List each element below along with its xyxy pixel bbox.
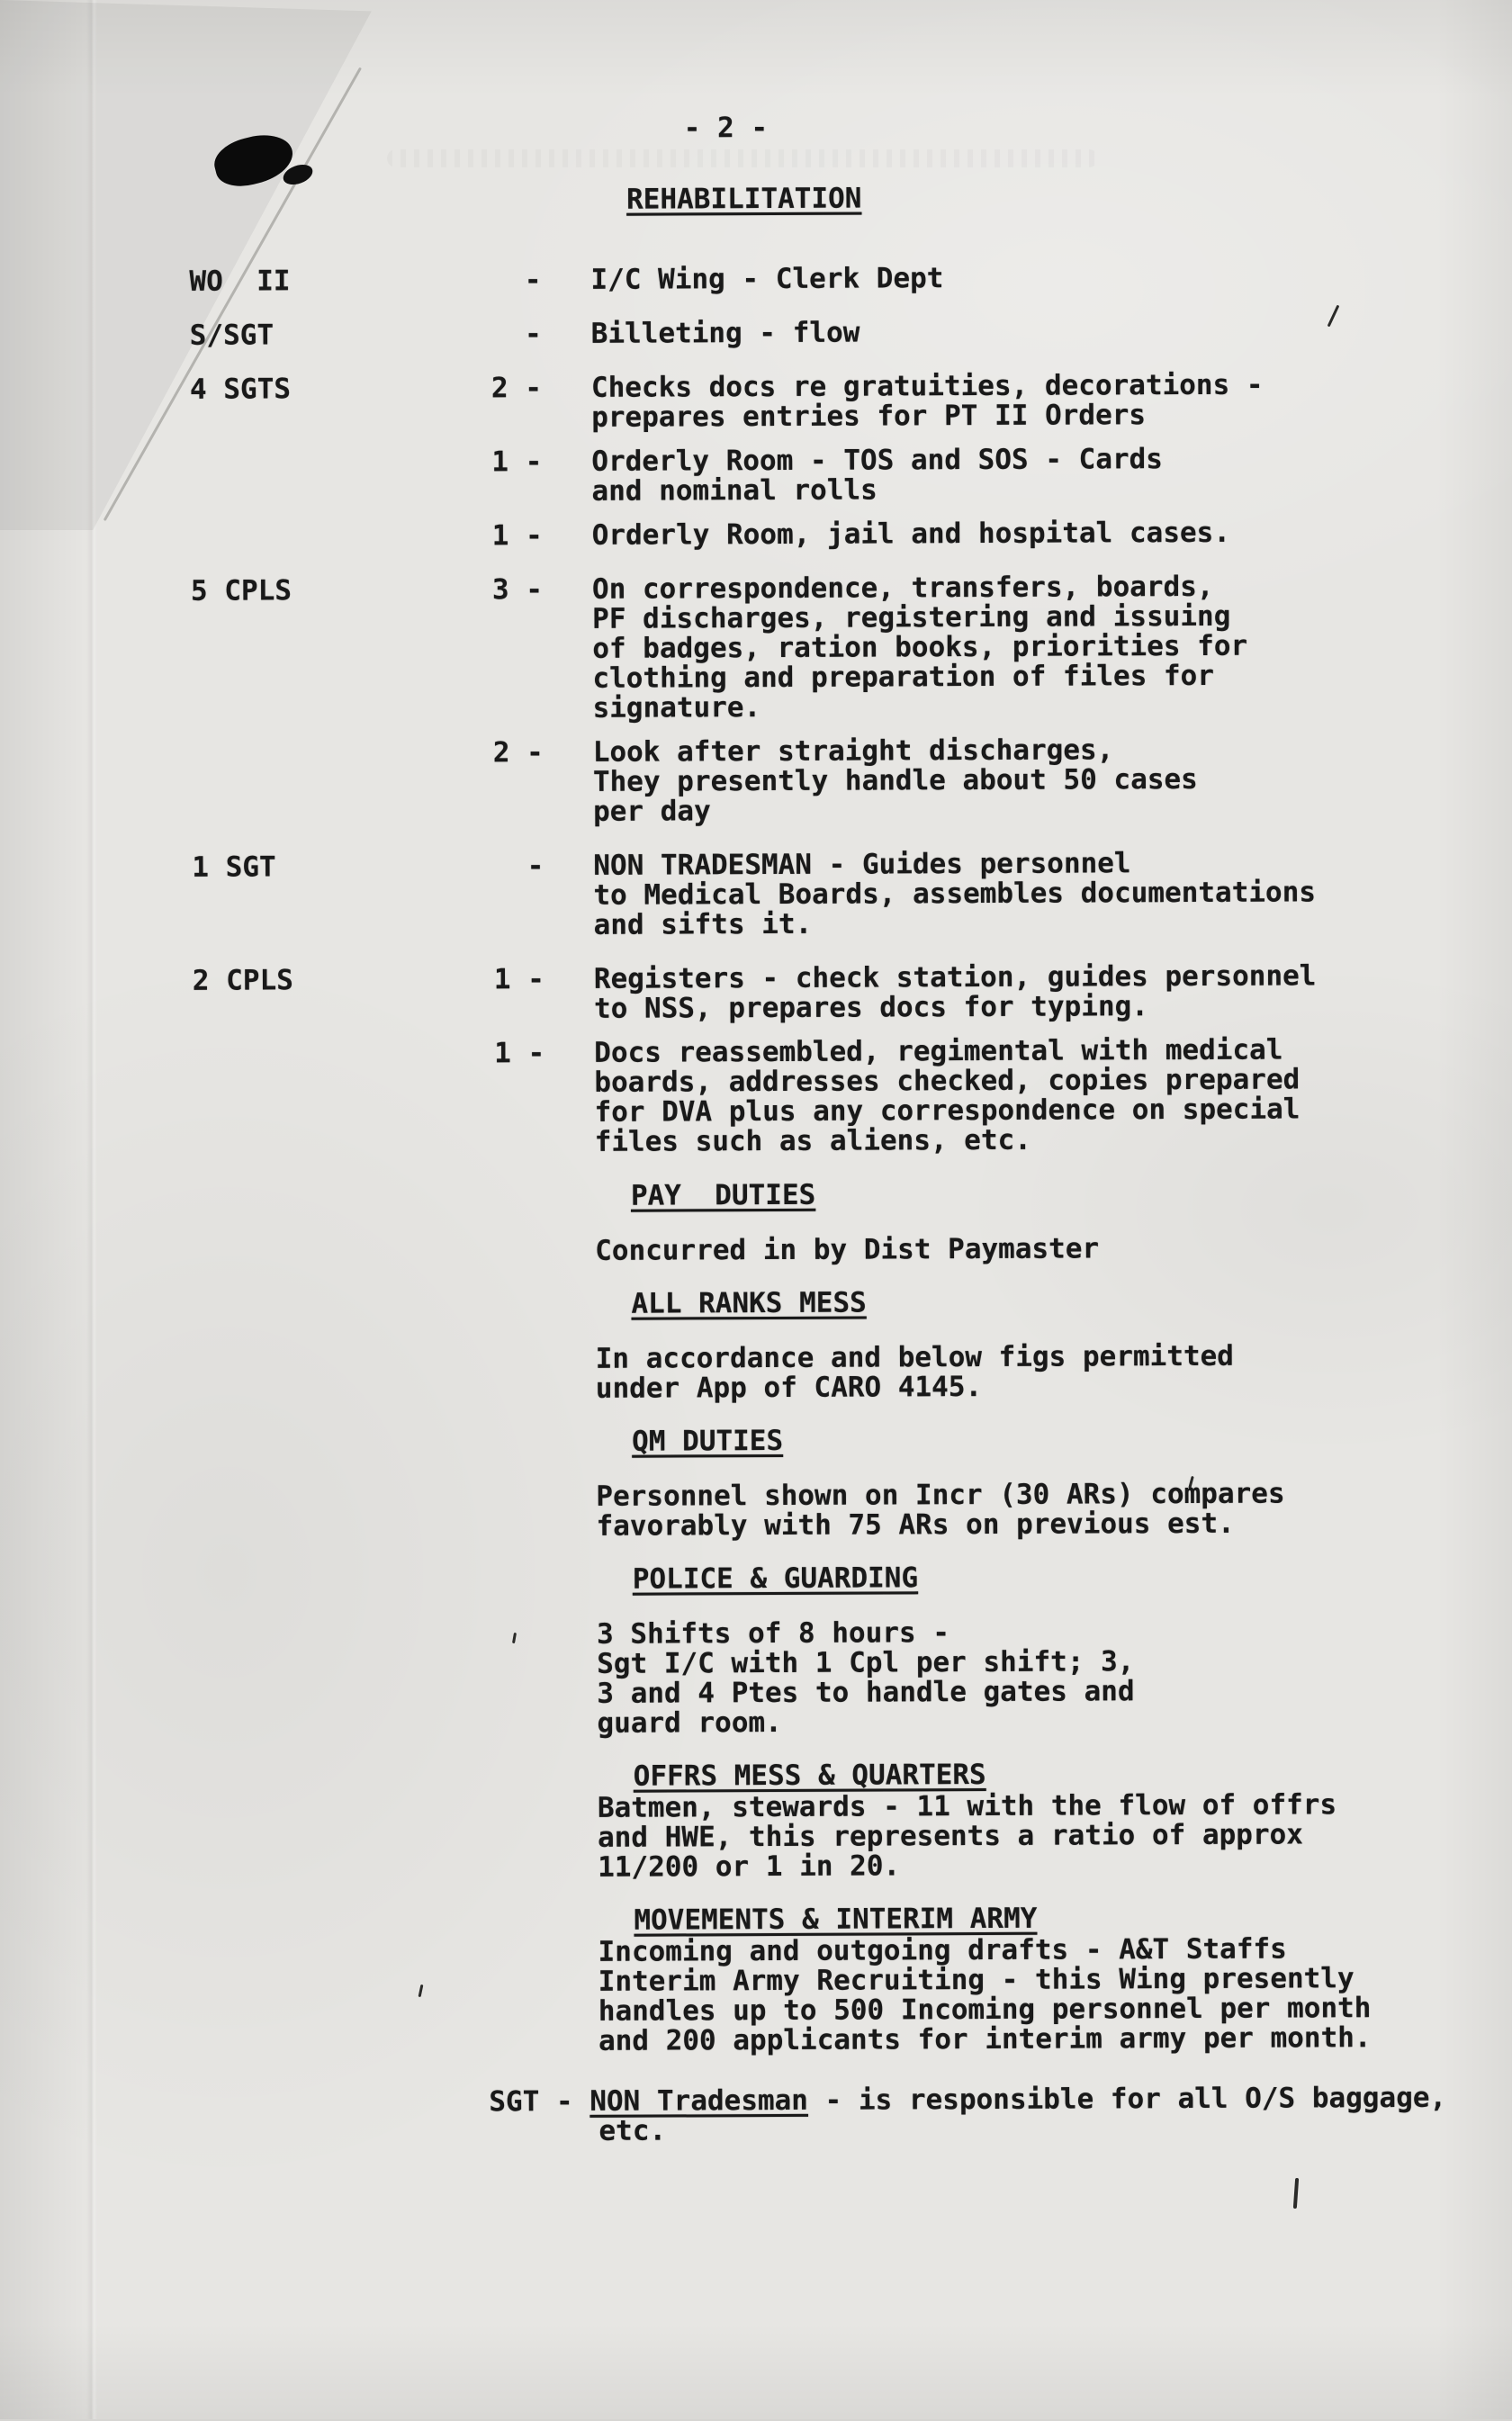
section-body: Incoming and outgoing drafts - A&T Staffs Interim Army Recruiting - this Wing presently handles up to 500 Incoming personnel per month and 200 applicants for interim army per month. xyxy=(598,1932,1372,2057)
entry-text: Orderly Room - TOS and SOS - Cards and nominal rolls xyxy=(591,443,1164,508)
duty-entry xyxy=(492,571,1512,724)
entry-text: Docs reassembled, regimental with medical boards, addresses checked, copies prepared for DVA plus any correspondence on special files such as aliens, etc. xyxy=(594,1033,1300,1158)
entry-count: - xyxy=(490,264,542,297)
section-pay-duties xyxy=(595,1177,1512,1265)
staff-row xyxy=(190,315,1512,350)
duty-entry xyxy=(494,960,1512,1024)
rank-label: WO II xyxy=(189,265,291,298)
entry-count: - xyxy=(490,318,542,351)
staff-table xyxy=(189,261,1512,1158)
entry-text: Checks docs re gratuities, decorations - prepares entries for PT II Orders xyxy=(590,368,1264,434)
rank-entries xyxy=(493,847,1512,940)
duty-entry xyxy=(491,443,1512,507)
section-heading: ALL RANKS MESS xyxy=(631,1286,867,1320)
entry-count: 2 - xyxy=(490,372,543,405)
duty-entry xyxy=(491,369,1512,433)
rank-label: 4 SGTS xyxy=(189,373,292,406)
entry-text: Look after straight discharges, They presently handle about 50 cases per day xyxy=(592,734,1198,828)
rank-label: 2 CPLS xyxy=(192,964,293,997)
entry-count: 2 - xyxy=(492,736,544,770)
rank-entries xyxy=(491,369,1512,551)
section-body: Personnel shown on Incr (30 ARs) compares favorably with 75 ARs on previous est. xyxy=(596,1477,1285,1543)
section-body: 3 Shifts of 8 hours - Sgt I/C with 1 Cpl per shift; 3, 3 and 4 Ptes to handle gates and guard room. xyxy=(596,1616,1135,1740)
staff-row xyxy=(190,369,1512,552)
page-number: - 2 - xyxy=(683,112,769,145)
rank-label: S/SGT xyxy=(189,319,274,352)
section-heading: MOVEMENTS & INTERIM ARMY xyxy=(634,1902,1038,1937)
section-body: Batmen, stewards - 11 with the flow of offrs and HWE, this represents a ratio of approx 11/200 or 1 in 20. xyxy=(597,1788,1337,1884)
rank-label: 1 SGT xyxy=(192,850,276,884)
duty-sections xyxy=(595,1177,1512,2056)
footer-rest: - is responsible for all O/S baggage, xyxy=(807,2081,1447,2117)
footer-note xyxy=(489,2083,1512,2146)
section-body: Concurred in by Dist Paymaster xyxy=(595,1232,1100,1267)
footer-prefix: SGT - xyxy=(489,2084,590,2119)
rank-entries xyxy=(490,261,1512,295)
section-heading: PAY DUTIES xyxy=(630,1178,816,1212)
staff-row xyxy=(192,847,1512,941)
entry-count: 1 - xyxy=(494,1037,545,1070)
rank-entries xyxy=(491,315,1512,349)
duty-entry xyxy=(494,1034,1512,1157)
section-heading: POLICE & GUARDING xyxy=(632,1562,919,1596)
document-title: REHABILITATION xyxy=(626,182,862,216)
entry-text: Orderly Room, jail and hospital cases. xyxy=(591,516,1231,552)
section-body: In accordance and below figs permitted under App of CARO 4145. xyxy=(595,1339,1235,1405)
entry-count: 3 - xyxy=(491,573,544,607)
staff-row xyxy=(193,960,1512,1158)
duty-entry xyxy=(492,517,1512,551)
section-all-ranks-mess xyxy=(595,1285,1512,1403)
footer-line xyxy=(489,2083,1512,2117)
entry-count: 1 - xyxy=(493,963,544,996)
entry-text: NON TRADESMAN - Guides personnel to Medical Boards, assembles documentations and sifts it. xyxy=(593,847,1317,941)
section-heading: OFFRS MESS & QUARTERS xyxy=(633,1758,986,1793)
rank-entries xyxy=(492,571,1512,827)
duty-entry xyxy=(493,847,1512,940)
staff-row xyxy=(191,571,1512,828)
entry-text: Billeting - flow xyxy=(590,316,860,350)
entry-text: I/C Wing - Clerk Dept xyxy=(590,262,944,296)
section-movements-interim-army xyxy=(598,1902,1512,2056)
section-heading: QM DUTIES xyxy=(632,1424,784,1458)
duty-entry xyxy=(493,734,1512,827)
rank-entries xyxy=(494,960,1512,1157)
entry-count: 1 - xyxy=(491,446,543,479)
entry-count: 1 - xyxy=(491,519,543,553)
section-police-guarding xyxy=(597,1561,1512,1738)
footer-underlined-term: NON Tradesman xyxy=(590,2084,809,2118)
entry-text: On correspondence, transfers, boards, PF discharges, registering and issuing of badges, ration books, priorities for clothing and preparation of files for signature. xyxy=(591,570,1248,724)
rank-label: 5 CPLS xyxy=(190,574,292,608)
entry-text: Registers - check station, guides personnel to NSS, prepares docs for typing. xyxy=(593,959,1317,1025)
entry-count: - xyxy=(493,850,544,883)
staff-row xyxy=(189,261,1512,296)
duty-entry xyxy=(491,315,1512,349)
footer-continuation: etc. xyxy=(598,2114,667,2147)
section-offrs-mess-quarters xyxy=(598,1758,1512,1882)
section-qm-duties xyxy=(596,1423,1512,1541)
duty-entry xyxy=(490,261,1512,295)
